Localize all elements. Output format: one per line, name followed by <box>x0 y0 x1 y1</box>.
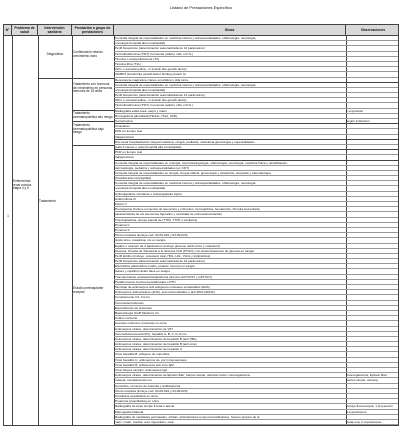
divider <box>72 145 114 146</box>
header-prestacion: Prestación o grupo de prestaciones <box>72 25 114 36</box>
table-header <box>4 25 398 36</box>
observaciones-cell: 1 exposición <box>346 108 364 113</box>
glosa-cell: Inmunofluorescencia (IFI), hepatitis A, B, C, D, E c/u <box>115 331 187 336</box>
glosa-cell: Consulta integral de especialidades en cirugía, cirugía infantil, ginecología y obstetricia, ortopedia y traumatología <box>115 170 271 175</box>
glosa-cell: oncología (hospital alta complejidad) <box>115 87 166 92</box>
problema-cell: Enfermedad renal crónica etapa 4 y 5 <box>13 179 32 191</box>
glosa-cell: Anticuerpos virales, determinación de Epstein Barr, herpes simple, varicela zoster, citomegalovirus, <box>115 373 251 378</box>
glosa-cell: Tamizaje de anticuerpos anti antígenos nucleares extractables (ENA) <box>115 285 210 289</box>
glosa-cell: Anticuerpos virales, determinación de hepatitis B (anti HBs) <box>115 336 197 341</box>
glosa-cell: Hemograma (incluye recuentos de leucocitos y eritrocitos, hemoglobina, hematocrito, fórmula leucocitaria, <box>115 207 261 212</box>
col-line <box>12 36 13 425</box>
observaciones-cell: Incluye fluoroscopía, 1 proyección <box>346 404 393 409</box>
glosa-cell: Ácido úrico, creatinina, c/u en sangre <box>115 238 166 243</box>
glosa-cell: Consulta integral de especialidades en urología, otorrinolaringología, oftalmología, neurología, medicina física y rehabilitación, <box>115 160 288 165</box>
glosa-cell: Hemoglobina glicosilada (HbA1c, HGA, GHb) <box>115 113 178 118</box>
glosa-rows <box>114 36 399 425</box>
header-n: N° <box>4 25 12 36</box>
header-observaciones: Observaciones <box>360 27 386 32</box>
glosa-cell: Cuerpos cetónicos (cetonas) en orina <box>115 321 167 326</box>
observaciones-cell: Cada una; 2 exposiciones <box>346 419 382 424</box>
glosa-cell: Tiroxina libre (T4L) <box>115 61 141 66</box>
glosa-cell: IGFBP3 (insulin like growth factor binding protein 3) <box>115 72 186 77</box>
glosa-cell: Cinacalcet <box>115 124 130 129</box>
observaciones-cell: 4 exposiciones <box>346 409 367 414</box>
glosa-cell: Perfil lipídico (incluye: colesterol total, HDL, LDL, VLDL y triglicéridos) <box>115 253 211 258</box>
glosa-cell: Consulta integral de especialidades en medicina interna y subespecialidades, oftalmología, neurología, <box>115 82 257 87</box>
glosa-cell: Consulta integral de especialidades en medicina interna y subespecialidades, oftalmología, neurología, <box>115 181 257 186</box>
glosa-cell: Resonancia magnética cráneo encefálica y silla turca <box>115 77 188 82</box>
glosa-cell: dermatología, pediatría y subespecialidades (en CDT) <box>115 165 190 170</box>
glosa-cell: Proteína S <box>115 227 130 232</box>
glosa-cell: Inmunoelectroforesis <box>115 300 144 305</box>
divider <box>72 121 114 122</box>
glosa-cell: (sala 3 camas o más) (hospital alta complejidad) <box>115 144 182 149</box>
prestacion-confirmacion: Confirmación retardo crecimiento óseo <box>73 50 103 58</box>
glosa-cell: Somatropina <box>115 119 133 123</box>
glosa-cell: (hospital alta complejidad) <box>115 176 151 181</box>
prestacion-bajo-riesgo: Tratamiento cinematopoiética bajo riesgo <box>73 123 104 135</box>
glosa-cell: Complemento C3, C4 c/u <box>115 295 150 300</box>
glosa-cell: Equipo o examen de 4 parámetros (incluye glucosa, ácido úrico y colesterol) <box>115 243 220 248</box>
col-line <box>38 36 39 425</box>
glosa-cell: Bacteriología (Kolff Medium) c/u <box>115 310 159 315</box>
glosa-cell: PCR en tiempo real <box>115 150 142 155</box>
glosa-cell: IGF1 o somatomedina - C (insulin like growth factor) <box>115 67 187 72</box>
table-row <box>114 420 399 425</box>
glosa-cell: nariz, malar, maxilar, arco cigomático, cara <box>115 419 174 424</box>
glosa-cell: Tirotrofina/tiroxina (TSH), hormonas (adulto, niño o R.N.) <box>115 103 193 108</box>
glosa-cell: Proteína C <box>115 222 130 227</box>
glosa-cell: oncología (hospital alta complejidad) <box>115 41 166 46</box>
glosa-cell: Valganciclovir <box>115 155 134 160</box>
row-number: 1 <box>7 214 9 218</box>
glosa-cell: Orina completa (incluye cod. 03-09-022 y 03-09-023) <box>115 388 188 393</box>
glosa-cell: Tromboplastina, tiempo parcial de (TTPA, TTPK o similares) <box>115 217 198 222</box>
glosa-cell: Creatinina cuantitativa en orina <box>115 393 158 398</box>
document-title: Listado de Prestaciones Específico <box>169 5 233 10</box>
glosa-cell: Valganciclovir <box>115 134 134 139</box>
divider <box>72 78 114 79</box>
glosa-cell: Electroforesis de proteínas <box>115 305 152 310</box>
glosa-cell: Orina completa (incluye cod. 03-09-022 y 03-09-023) <box>115 233 188 238</box>
glosa-cell: Gases y equilibrio ácido base en sangre <box>115 269 171 274</box>
glosa-cell: Consulta integral de especialidades en medicina interna y subespecialidades, oftalmología, neurología, <box>115 36 257 40</box>
intervencion-diagnostico: Diagnóstico <box>46 52 64 56</box>
glosa-cell: Transaminasas oxaloacética/glutámica pirúvica (GOT/AST y GPT/ALT) <box>115 274 213 279</box>
observaciones-cell: Según indicación <box>346 119 370 123</box>
glosa-cell: IGF1 o somatomedina - C (insulin like growth factor) <box>115 98 187 103</box>
glosa-cell: Factor V <box>115 202 127 206</box>
glosa-cell: Parathormona, hormona paratiroídea o PTH <box>115 279 176 284</box>
col-line <box>72 36 73 425</box>
glosa-cell: Perfil bioquímico (determinación automatizada de 12 parámetros) <box>115 46 205 51</box>
glosa-cell: PCR en tiempo real <box>115 129 142 134</box>
glosa-cell: Anticuerpos virales, determinación de hepatitis B (anti core) <box>115 342 197 347</box>
glosa-cell: Glucosa, Prueba de Tolerancia a la Glucosa Oral (PTGO), con determinaciones de glucosa en sangre <box>115 248 255 253</box>
glosa-cell: Virus hepatitis B, antígeno de superficie <box>115 352 170 357</box>
glosa-cell: Día cama hospitalización integral medicina, cirugía, pediatría, obstetricia ginecología y especialidades <box>115 139 255 144</box>
glosa-cell: Anticuerpos antinucleares (ANA), anti-mitocondriales y anti-DNA (ADNA) <box>115 290 215 295</box>
glosa-cell: Virus herpes simplex, anticuerpos IgG <box>115 368 168 372</box>
observaciones-cell: herpes simple, varicela <box>346 378 378 383</box>
glosa-cell: Anticoagulante circulante o anticoagulante lúpico <box>115 191 183 196</box>
glosa-cell: Anticuerpos virales, determinación de VIH <box>115 326 173 331</box>
glosa-cell: Radiografía de tórax simple frontal o lateral <box>115 404 175 409</box>
glosa-cell: Tiroxina o tetrayodotironina (T4) <box>115 56 159 61</box>
prestacion-alto-riesgo: Tratamiento cinematopoiética alto riesgo <box>73 111 113 119</box>
glosa-cell: rubéola, toxoplasmosis c/u <box>115 378 152 383</box>
glosa-cell: Urocultivo, recuento de colonias y antibiograma <box>115 383 181 388</box>
glosa-cell: Virus hepatitis B, anticuerpos anti core IgM <box>115 362 174 367</box>
glosa-cell: Proteínas (cuantitativa) en orina <box>115 399 159 404</box>
glosa-cell: Radiografía edad ósea: carpo y mano <box>115 108 167 113</box>
glosa-cell: características de los elementos figurados y velocidad de eritrosedimentación) <box>115 212 223 217</box>
prestaciones-table <box>3 24 399 426</box>
divider <box>38 78 72 79</box>
glosa-cell: Electrolitos plasmáticos (sodio, potasio, cloruro) en sangre <box>115 264 196 269</box>
observaciones-cell: Citomegalovirus, Epstein Barr, <box>346 373 388 378</box>
glosa-cell: Mamografía bilateral <box>115 409 144 414</box>
glosa-cell: Cultivo corriente <box>115 316 138 321</box>
header-problema: Problema de salud <box>12 25 38 36</box>
header-intervencion: Intervención sanitaria <box>38 25 72 36</box>
intervencion-tratamiento: Tratamiento <box>39 199 56 203</box>
glosa-cell: Perfil bioquímico (determinación automatizada de 12 parámetros) <box>115 93 205 98</box>
glosa-cell: oncología (hospital alta complejidad) <box>115 186 166 191</box>
glosa-cell: Antitrombina III <box>115 196 136 201</box>
glosa-cell: Radiografía de cavidades perinasales, órbitas, articulaciones temporomandibulares, huesos propios de la <box>115 414 260 419</box>
glosa-cell: Anticuerpos virales, determinación de hepatitis C <box>115 347 183 352</box>
header-glosa: Glosa <box>114 25 346 36</box>
prestacion-hormona: Tratamiento con hormona de crecimiento en personas menores de 15 años <box>73 82 113 94</box>
glosa-cell: Tirotrofina/tiroxina (TSH), hormonas (adulto, niño o R.N.) <box>115 51 193 56</box>
prestacion-pretrasplante: Estudio pretrasplante receptor <box>73 286 104 294</box>
glosa-cell: Virus hepatitis C, anticuerpos de, por inmunoensayo <box>115 357 187 362</box>
glosa-cell: Perfil bioquímico (determinación automatizada de 12 parámetros) <box>115 259 205 264</box>
